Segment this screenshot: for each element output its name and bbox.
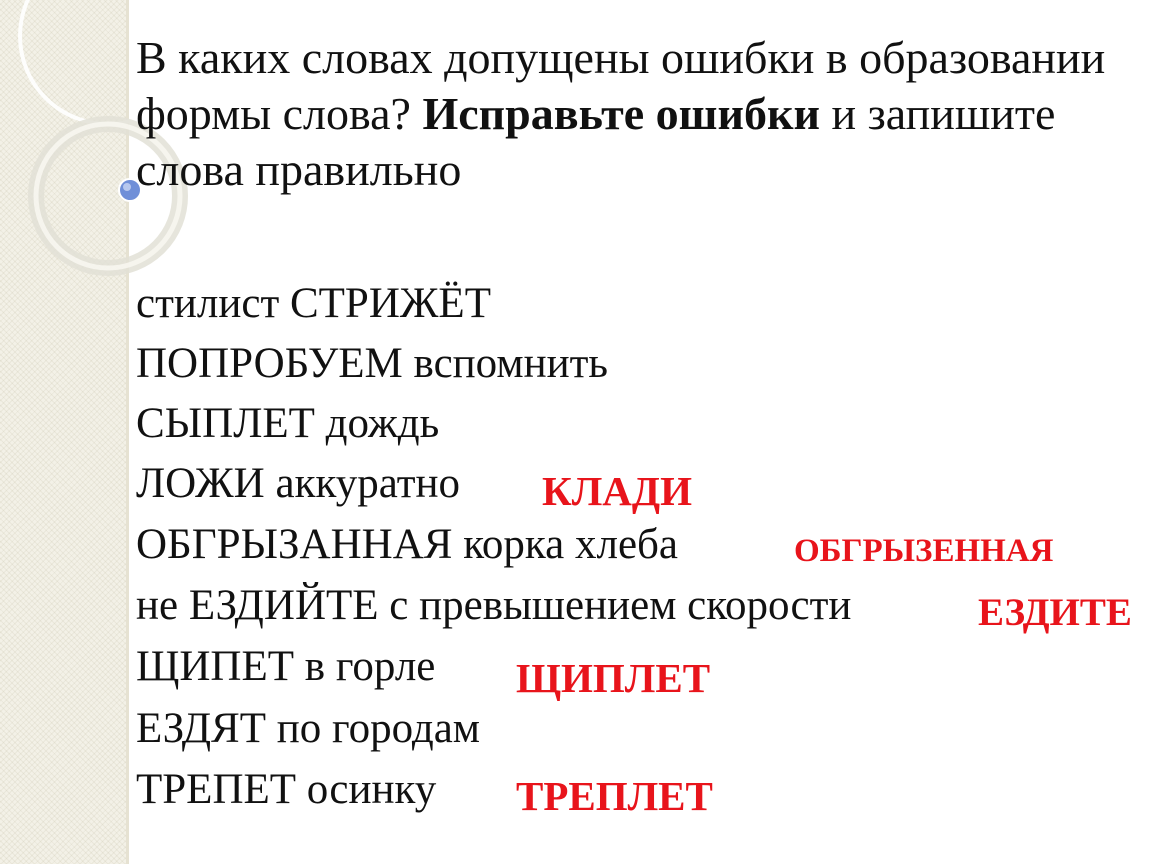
list-item bbox=[136, 641, 435, 693]
item-text: ЩИПЕТ в горле bbox=[136, 643, 436, 690]
item-text: ЕЗДЯТ по городам bbox=[136, 705, 480, 752]
question-block bbox=[136, 30, 1146, 198]
correction-shchiplet: ЩИПЛЕТ bbox=[516, 655, 711, 701]
correction-obgryzennaya: ОБГРЫЗЕННАЯ bbox=[794, 533, 1054, 569]
list-item bbox=[136, 278, 491, 330]
correction-treplet: ТРЕПЛЕТ bbox=[516, 773, 713, 819]
question-text bbox=[136, 30, 1146, 198]
list-item bbox=[136, 519, 678, 571]
list-item bbox=[136, 580, 851, 632]
question-part2: и запишите слова правильно bbox=[136, 88, 1056, 195]
list-item bbox=[136, 458, 460, 510]
item-text: не ЕЗДИЙТЕ с превышением скорости bbox=[136, 582, 852, 629]
list-item bbox=[136, 338, 608, 390]
item-text: ПОПРОБУЕМ вспомнить bbox=[136, 340, 608, 387]
list-item bbox=[136, 764, 436, 816]
list-item bbox=[136, 703, 480, 755]
item-text: ТРЕПЕТ осинку bbox=[136, 766, 437, 813]
correction-ezdite: ЕЗДИТЕ bbox=[978, 591, 1132, 634]
question-bold: Исправьте ошибки bbox=[422, 88, 821, 139]
item-text: СЫПЛЕТ дождь bbox=[136, 400, 440, 447]
question-part1: В каких словах допущены ошибки в образовании формы слова? bbox=[136, 32, 1106, 139]
item-text: ОБГРЫЗАННАЯ корка хлеба bbox=[136, 521, 678, 568]
item-text: стилист СТРИЖЁТ bbox=[136, 280, 491, 327]
correction-kladi: КЛАДИ bbox=[542, 468, 692, 514]
item-text: ЛОЖИ аккуратно bbox=[136, 460, 461, 507]
list-item bbox=[136, 398, 439, 450]
